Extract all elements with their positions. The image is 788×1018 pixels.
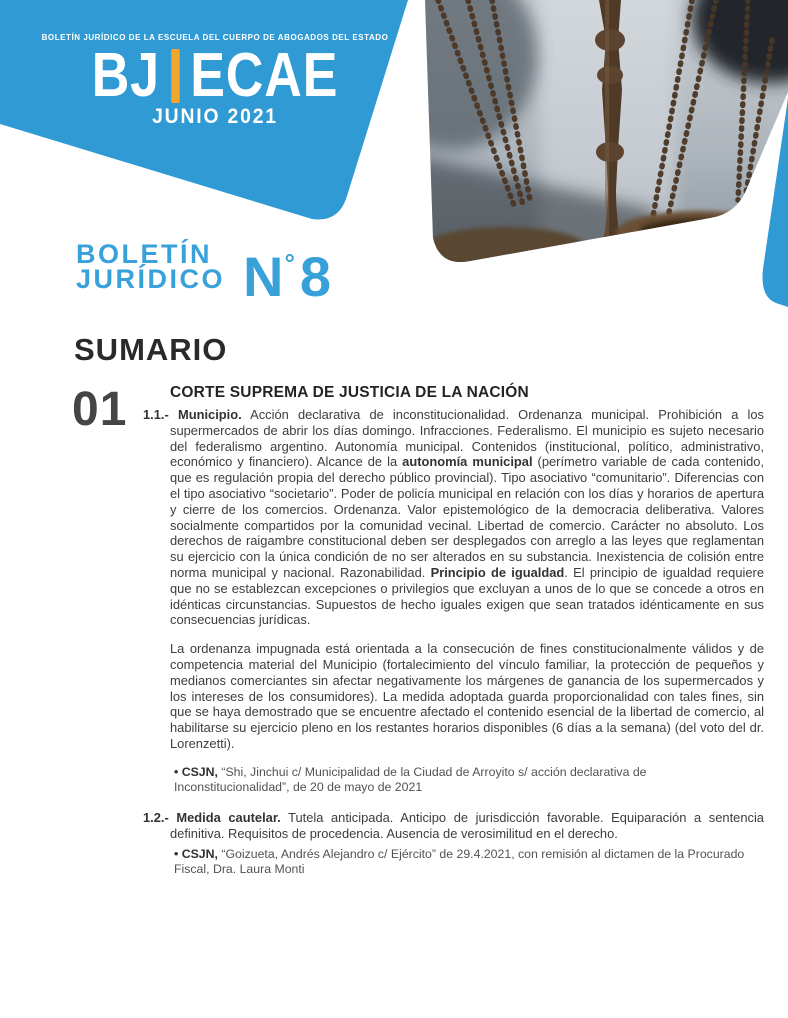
citation-1-2-label: • CSJN, (174, 847, 222, 862)
bulletin-title (76, 238, 333, 308)
issue-date: JUNIO 2021 (152, 105, 278, 128)
scales-of-justice-photo (367, 0, 788, 290)
section-heading: CORTE SUPREMA DE JUSTICIA DE LA NACIÓN (170, 384, 529, 401)
item-1-1-text: Acción declarativa de inconstitucionalidad. Ordenanza municipal. Prohibición a los supermercados de abrir los días domingo. Infracciones. Federalismo. El municipio es sujeto necesario del federalismo argentino. Autonomía municipal. Contenidos (institucional, político, administrativo, económico y financiero). Alcance de la (170, 407, 764, 470)
masthead-kicker: BOLETÍN JURÍDICO DE LA ESCUELA DEL CUERPO DE ABOGADOS DEL ESTADO (41, 33, 389, 42)
bjecae-logo (34, 41, 395, 110)
item-1-1-marker: 1.1.- (143, 407, 178, 422)
citation-1-2-text: “Goizueta, Andrés Alejandro c/ Ejército” de 29.4.2021, con remisión al dictamen de la Procurado Fiscal, Dra. Laura Monti (174, 847, 745, 877)
citation-1-1-text: “Shi, Jinchui c/ Municipalidad de la Ciudad de Arroyito s/ acción declarativa de Inconstitucionalidad”, de 20 de mayo de 2021 (174, 764, 647, 794)
summary-item-1-1 (143, 407, 764, 628)
item-1-1-text-3: . El principio de igualdad requiere que no se establezcan excepciones o privilegios que excluyan a unos de lo que se concede a otros en idénticas circunstancias. Supuestos de hecho iguales exigen que sean tratados idénticamente en sus consecuencias jurídicas. (170, 564, 764, 628)
logo-ecae-text: ECAE (190, 41, 339, 110)
summary-item-1-2 (143, 809, 764, 842)
summary-section-01 (72, 384, 764, 877)
citation-1-1 (174, 765, 764, 795)
item-1-1-bold-1: autonomía municipal (402, 454, 533, 470)
item-1-1-text-2: (perímetro variable de cada contenido, que es regulación propia del derecho público provincial). Tipo asociativo “comunitario”. Diferencias con el tipo asociativo “societario”. Poder de policía municipal en relación con los días y horarios de apertura y cierre de los comercios. Ordenanza. Valor epistemológico de la democracia deliberativa. Valores socialmente compartidos por la comunidad vecinal. Libertad de comercio. Carácter no absoluto. Los derechos de raigambre constitucional deben ser desplegados con arreglo a las leyes que reglamentan su ejercicio con la única condición de no ser alterados en su substancia. Inexistencia de colisión entre norma municipal y nacional. Razonabilidad. (170, 454, 764, 580)
bulletin-title-text (76, 238, 225, 292)
degree-symbol: ° (284, 248, 295, 278)
item-1-2-text: Tutela anticipada. Anticipo de jurisdicción favorable. Equiparación a sentencia definitiva. Requisitos de procedencia. Ausencia de verosimilitud en el derecho. (170, 809, 764, 841)
title-line1: BOLETÍN (76, 239, 212, 269)
citation-1-1-label: • CSJN, (174, 764, 222, 779)
logo-bj-text: BJ (91, 41, 160, 110)
section-number: 01 (72, 383, 128, 436)
section-body (143, 384, 764, 877)
summary-heading: SUMARIO (74, 332, 228, 367)
title-line2: JURÍDICO (76, 264, 226, 294)
logo-divider-bar (171, 49, 179, 103)
summary-item-1-1-paragraph-2: La ordenanza impugnada está orientada a la consecución de fines constitucionalmente válidos y de competencia material del Municipio (fortalecimiento del vínculo familiar, la protección de pequeños y medianos comerciantes sin afectar negativamente los márgenes de ganancia de los supermercados y los intereses de los consumidores). La medida adoptada guarda proporcionalidad con tales fines, sin que se haya demostrado que se encuentre afectado el contenido esencial de la libertad de comercio, al habilitarse su ejercicio pleno en los restantes horarios disponibles (6 días a la semana) (del voto del dr. Lorenzetti). (170, 641, 764, 751)
issue-number-n: N (243, 245, 285, 308)
issue-number-digit: 8 (299, 245, 333, 308)
item-1-1-lead: Municipio. (177, 407, 242, 422)
item-1-1-bold-2: Principio de igualdad (430, 564, 565, 580)
item-1-2-lead: Medida cautelar. (176, 809, 281, 825)
item-1-2-marker: 1.2.- (143, 809, 177, 825)
citation-1-2 (174, 847, 764, 877)
issue-number (243, 238, 333, 308)
